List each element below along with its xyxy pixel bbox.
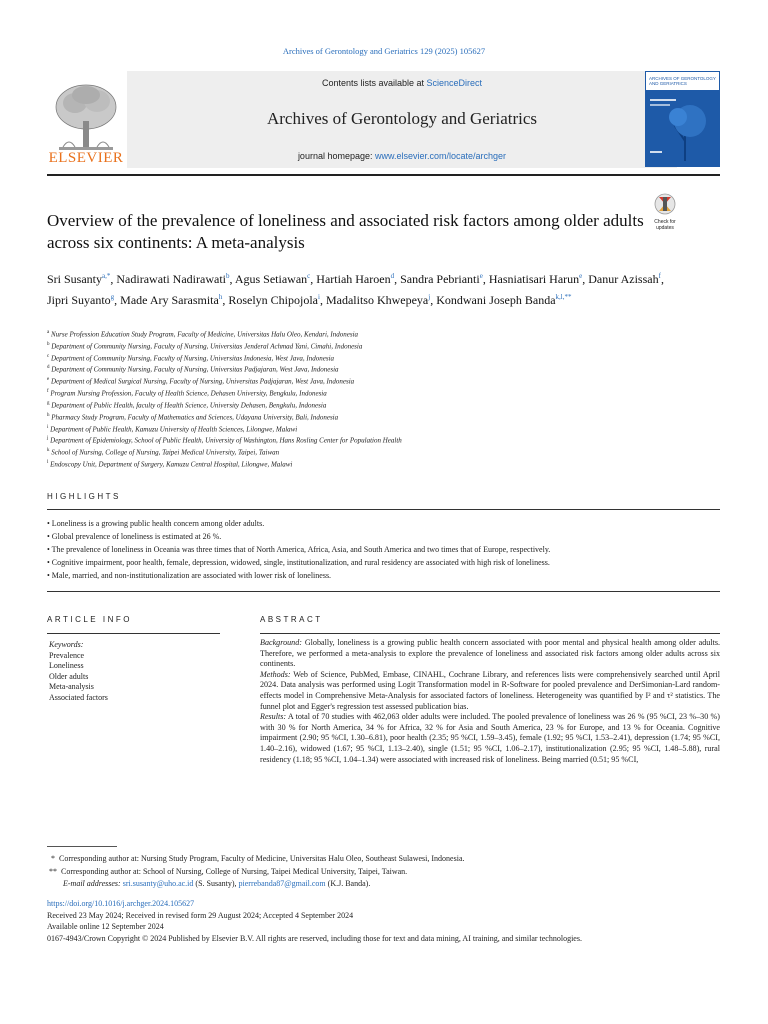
author-affiliation-mark[interactable]: d [390, 272, 395, 280]
highlights-top-rule [47, 509, 720, 510]
methods-text: Web of Science, PubMed, Embase, CINAHL, Cochrane Library, and references lists were comprehensively searched until April 2024. Data analysis was performed using Logit Transformation model in R-Software for pooled prevalence and DerSimonian-Lard random-effects model in Comprehensive Meta-Analysis for associated factors of loneliness. Heterogeneity was quantified by I² and τ² statistics. The funnel plot and Egger's regression test assessed publication bias. [260, 669, 720, 711]
affiliation-item [47, 375, 707, 387]
background-text: Globally, loneliness is a growing public health concern associated with poor mental and physical health among older adults. Therefore, we performed a meta-analysis to explore the prevalence of loneliness and associated risk factors among older adults across six continents. [260, 638, 720, 669]
journal-citation[interactable]: Archives of Gerontology and Geriatrics 129 (2025) 105627 [282, 46, 486, 56]
affiliation-text: Pharmacy Study Program, Faculty of Mathematics and Sciences, Udayana University, Bali, Indonesia [51, 413, 339, 422]
affiliation-mark: l [47, 460, 49, 466]
author-name: Sandra Pebrianti [400, 272, 480, 286]
crossmark-label-1: Check for [654, 219, 676, 225]
abstract-body [260, 638, 720, 765]
author-affiliation-mark[interactable]: e [579, 272, 583, 280]
abstract-background [260, 638, 720, 670]
cover-title: ARCHIVES OF GERONTOLOGY AND GERIATRICS [649, 76, 716, 86]
author-affiliation-mark[interactable]: i [318, 293, 320, 301]
affiliation-text: School of Nursing, College of Nursing, Taipei Medical University, Taipei, Taiwan [51, 448, 280, 457]
affiliation-mark: i [47, 424, 49, 430]
author-name: Agus Setiawan [234, 272, 308, 286]
affiliation-item [47, 328, 707, 340]
email-link-banda[interactable]: pierrebanda87@gmail.com [238, 879, 326, 888]
header-divider [47, 174, 720, 176]
abstract-heading: ABSTRACT [260, 615, 323, 624]
elsevier-logo [47, 71, 125, 168]
homepage-link[interactable]: www.elsevier.com/locate/archger [375, 151, 507, 161]
journal-title: Archives of Gerontology and Geriatrics [266, 109, 538, 128]
affiliation-item [47, 434, 707, 446]
crossmark-icon [650, 193, 680, 215]
affiliation-text: Department of Medical Surgical Nursing, Faculty of Nursing, Universitas Padjajaran, West Java, Indonesia [50, 377, 355, 386]
author-name: Kondwani Joseph Banda [436, 293, 556, 307]
contents-line [127, 78, 677, 88]
background-label: Background: [260, 638, 302, 647]
keyword-item: Associated factors [49, 692, 108, 702]
author-list: Sri Susanty$^{a,*}$, Nadirawati Nadirawati$^b$, Agus Setiawan$^c$, Hartiah Haroen$^d$, Sandra Pebrianti$^e$, Hasniatisari Harun$^e$, Danur Azissah$^f$, Jipri Suyanto$^g$, Made Ary Sarasmita$^h$, Roselyn Chipojola$^i$, Madalitso Khwepeya$^j$, Kondwani Joseph Banda$^{k,l,**}$ [47, 272, 664, 307]
affiliation-text: Department of Public Health, Kamuzu University of Health Sciences, Lilongwe, Malawi [50, 424, 298, 433]
affiliation-mark: j [47, 436, 49, 442]
affiliation-text: Department of Community Nursing, Faculty of Nursing, Universitas Padjajaran, West Java, Indonesia [51, 365, 339, 374]
publisher-wordmark: ELSEVIER [48, 150, 124, 166]
affiliation-mark: k [47, 448, 50, 454]
author-name: Hasniatisari Harun [488, 272, 580, 286]
copyright-line: 0167-4943/Crown Copyright © 2024 Published by Elsevier B.V. All rights are reserved, including those for text and data mining, AI training, and similar technologies. [47, 933, 582, 943]
keyword-item: Meta-analysis [49, 682, 94, 691]
affiliation-item [47, 411, 707, 423]
affiliation-item [47, 340, 707, 352]
affiliation-text: Program Nursing Profession, Faculty of Health Science, Dehasen University, Bengkulu, Indonesia [50, 389, 327, 398]
affiliation-item [47, 387, 707, 399]
received-dates: Received 23 May 2024; Received in revised form 29 August 2024; Accepted 4 September 2024 [47, 910, 354, 920]
affiliation-item [47, 423, 707, 435]
corresponding-author-2: ** Corresponding author at: School of Nursing, College of Nursing, Taipei Medical University, Taipei, Taiwan. [47, 866, 408, 876]
affiliation-text: Department of Epidemiology, School of Public Health, University of Washington, Hans Rosling Center for Population Health [50, 436, 402, 445]
results-text: A total of 70 studies with 462,063 older adults were included. The pooled prevalence of loneliness was 26 % (95 %CI, 23 %–30 %) with 30 % for North America, 34 % for Africa, 32 % for Asia and South America, 23 % for Europe, and 13 % for Oceania. Cognitive impairment (2.90; 95 %CI, 1.30–6.81), poor health (2.35; 95 %CI, 1.59–3.45), female (1.92; 95 %CI, 1.53–2.41), depression (1.74; 95 %CI, 1.40–2.16), widowed (1.67; 95 %CI, 1.13–2.40), single (1.51; 95 %CI, 1.06–2.17), institutionalization (2.95; 95 %CI, 1.48–5.88), rural residency (1.18; 95 %CI, 1.04–1.34) were associated with increased risk of loneliness. Being married (0.51; 95 %CI, [260, 712, 720, 764]
affiliation-item [47, 446, 707, 458]
cover-art-icon [645, 91, 720, 167]
author-name: Sri Susanty [47, 272, 103, 286]
highlight-item: • The prevalence of loneliness in Oceania was three times that of North America, Africa, Asia, and South America and two times that of Europe, respectively. [47, 545, 551, 554]
article-info-rule [47, 633, 220, 634]
author-affiliation-mark[interactable]: c [307, 272, 311, 280]
author-name: Danur Azissah [588, 272, 659, 286]
keyword-item: Prevalence [49, 650, 85, 660]
journal-masthead [127, 71, 677, 168]
email-owner-susanty: (S. Susanty), [193, 879, 239, 888]
cover-title-band [645, 71, 720, 91]
crossmark-label-2: updates [656, 225, 674, 231]
author-affiliation-mark[interactable]: h [218, 293, 223, 301]
publication-info [47, 898, 737, 944]
highlights-list [47, 517, 747, 582]
keywords-list [49, 651, 219, 704]
author-name: Nadirawati Nadirawati [116, 272, 226, 286]
footnotes [47, 853, 727, 891]
author-affiliation-mark[interactable]: f [658, 272, 661, 280]
email-link-susanty[interactable]: sri.susanty@uho.ac.id [122, 879, 194, 888]
methods-label: Methods: [260, 669, 291, 679]
author-affiliation-mark[interactable]: g [110, 293, 115, 301]
contents-prefix: Contents lists available at [321, 78, 427, 88]
affiliation-mark: c [47, 353, 50, 359]
affiliation-item [47, 399, 707, 411]
keyword-item: Older adults [49, 671, 89, 681]
affiliation-mark: h [47, 412, 50, 418]
journal-cover[interactable] [645, 71, 720, 167]
keywords-block [49, 640, 219, 703]
highlight-item: • Male, married, and non-institutionalization are associated with lower risk of loneliness. [47, 571, 332, 580]
keywords-label: Keywords: [49, 640, 84, 649]
affiliation-mark: g [47, 400, 50, 406]
highlights-bottom-rule [47, 591, 720, 592]
affiliation-item [47, 363, 707, 375]
affiliation-text: Nurse Profession Education Study Program, Faculty of Medicine, Universitas Halu Oleo, Kendari, Indonesia [50, 330, 359, 339]
affiliation-text: Department of Community Nursing, Faculty of Nursing, Universitas Jenderal Achmad Yani, Cimahi, Indonesia [51, 342, 363, 351]
affiliation-item [47, 458, 707, 470]
doi-link[interactable]: https://doi.org/10.1016/j.archger.2024.105627 [47, 899, 195, 908]
footnote-rule [47, 846, 117, 847]
affiliation-mark: a [47, 330, 50, 335]
author-name: Jipri Suyanto [47, 293, 111, 307]
article-info-heading: ARTICLE INFO [47, 615, 132, 624]
affiliation-mark: b [47, 341, 50, 347]
keyword-item: Loneliness [49, 661, 84, 670]
corresponding-author-1: * Corresponding author at: Nursing Study Program, Faculty of Medicine, Universitas Halu Oleo, Southeast Sulawesi, Indonesia. [47, 854, 465, 863]
abstract-methods [260, 670, 720, 712]
affiliation-text: Endoscopy Unit, Department of Surgery, Kamuzu Central Hospital, Lilongwe, Malawi [50, 460, 293, 469]
affiliation-mark: d [47, 365, 50, 371]
email-line [47, 878, 727, 891]
sciencedirect-link[interactable]: ScienceDirect [426, 78, 483, 88]
homepage-prefix: journal homepage: [297, 151, 375, 161]
affiliation-item [47, 352, 707, 364]
author-affiliation-mark[interactable]: b [226, 272, 230, 280]
affiliation-text: Department of Community Nursing, Faculty of Nursing, Universitas Indonesia, West Java, Indonesia [50, 353, 335, 362]
affiliation-text: Department of Public Health, faculty of Health Science, University Dehasen, Bengkulu, Indonesia [51, 401, 327, 410]
author-name: Hartiah Haroen [316, 272, 391, 286]
affiliation-mark: f [47, 389, 49, 395]
journal-homepage [127, 151, 677, 161]
results-label: Results: [260, 712, 287, 722]
email-label: E-mail addresses: [63, 879, 121, 888]
abstract-results [260, 712, 720, 765]
author-name: Made Ary Sarasmita [120, 293, 219, 307]
highlights-heading: HIGHLIGHTS [47, 492, 121, 501]
affiliation-list [47, 328, 707, 470]
abstract-rule [260, 633, 720, 634]
highlight-item: • Global prevalence of loneliness is estimated at 26 %. [47, 532, 222, 541]
journal-header [47, 71, 632, 168]
affiliation-mark: e [47, 377, 50, 383]
check-for-updates-badge[interactable] [650, 193, 680, 229]
highlight-item: • Loneliness is a growing public health concern among older adults. [47, 519, 265, 528]
highlight-item: • Cognitive impairment, poor health, female, depression, widowed, single, institutionalization, and rural residency are associated with high risk of loneliness. [47, 558, 550, 567]
author-affiliation-mark[interactable]: j [428, 293, 431, 301]
author-affiliation-mark[interactable]: a,* [102, 272, 111, 280]
author-name: Madalitso Khwepeya [325, 293, 429, 307]
available-online: Available online 12 September 2024 [47, 922, 164, 931]
author-name: Roselyn Chipojola [228, 293, 318, 307]
author-affiliation-mark[interactable]: k,l,** [555, 293, 572, 301]
author-affiliation-mark[interactable]: e [479, 272, 483, 280]
article-title: Overview of the prevalence of loneliness and associated risk factors among older adults across six continents: A meta-analysis [47, 211, 644, 252]
email-owner-banda: (K.J. Banda). [325, 879, 371, 888]
